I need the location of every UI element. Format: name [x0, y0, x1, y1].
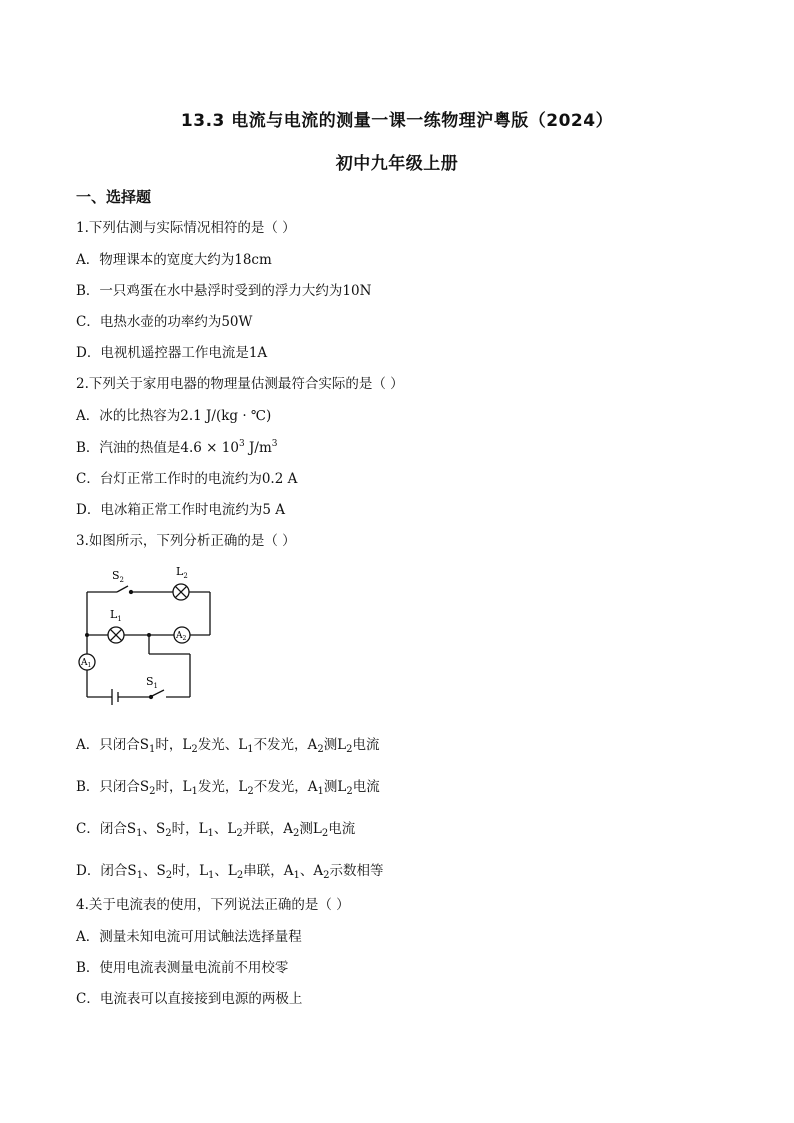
q1-option-c: C．电热水壶的功率约为50W — [76, 314, 253, 330]
q2-b-text: B．汽油的热值是 — [76, 440, 181, 456]
q3-option-b: B．只闭合$S_2$时，$L_1$发光，$L_2$不发光，$A_1$测$L_2$电流 — [76, 779, 380, 797]
circuit-diagram — [70, 560, 220, 705]
q3-stem: 3.如图所示，下列分析正确的是（ ） — [76, 533, 296, 549]
label-l1: $L_1$ — [110, 608, 122, 623]
q2-b-unit-exp: 3 — [271, 439, 278, 449]
q1-option-a: A．物理课本的宽度大约为18cm — [76, 252, 272, 268]
q4-option-a: A．测量未知电流可用试触法选择量程 — [76, 929, 302, 945]
q1-option-d: D．电视机遥控器工作电流是1A — [76, 345, 268, 361]
q2-d-math: 5 A — [262, 502, 285, 518]
q4-stem: 4.关于电流表的使用，下列说法正确的是（ ） — [76, 897, 350, 913]
q1-option-b: B．一只鸡蛋在水中悬浮时受到的浮力大约为10N — [76, 283, 372, 299]
q2-a-text: A．冰的比热容为 — [76, 408, 181, 424]
label-s1: $S_1$ — [146, 675, 159, 690]
q3-option-a: A．只闭合$S_1$时，$L_2$发光、$L_1$不发光，$A_2$测$L_2$电流 — [76, 737, 380, 755]
label-l2: $L_2$ — [176, 565, 188, 580]
label-s2: $S_2$ — [112, 569, 125, 584]
q3-option-c: C．闭合$S_1$、$S_2$时，$L_1$、$L_2$并联，$A_2$测$L_2$电流 — [76, 821, 356, 839]
q2-option-a — [76, 404, 271, 424]
q3-option-d: D．闭合$S_1$、$S_2$时，$L_1$、$L_2$串联，$A_1$、$A_2$示数相等 — [76, 863, 384, 881]
q1-stem: 1.下列估测与实际情况相符的是（ ） — [76, 220, 296, 236]
doc-subtitle: 初中九年级上册 — [335, 154, 459, 174]
q2-option-d — [76, 498, 285, 518]
q2-b-exp: 3 — [238, 439, 245, 449]
q2-b-unit: J/m — [244, 440, 272, 456]
q4-option-c: C．电流表可以直接接到电源的两极上 — [76, 991, 303, 1007]
section-heading: 一、选择题 — [76, 188, 152, 206]
q2-c-math: 0.2 A — [261, 471, 298, 487]
label-a2: $A_2$ — [176, 631, 187, 642]
q4-option-b: B．使用电流表测量电流前不用校零 — [76, 960, 289, 976]
q2-c-text: C．台灯正常工作时的电流约为 — [76, 471, 262, 487]
doc-title: 13.3 电流与电流的测量一课一练物理沪粤版（2024） — [180, 111, 614, 131]
q2-stem: 2.下列关于家用电器的物理量估测最符合实际的是（ ） — [76, 376, 404, 392]
q2-option-c — [76, 467, 297, 487]
label-a1: $A_1$ — [81, 658, 92, 669]
q2-d-text: D．电冰箱正常工作时电流约为 — [76, 502, 263, 518]
q2-a-math: 2.1 J/(kg · ℃) — [180, 408, 272, 424]
q2-b-math: 4.6 × 10 — [180, 440, 239, 456]
q2-option-b — [76, 436, 278, 456]
